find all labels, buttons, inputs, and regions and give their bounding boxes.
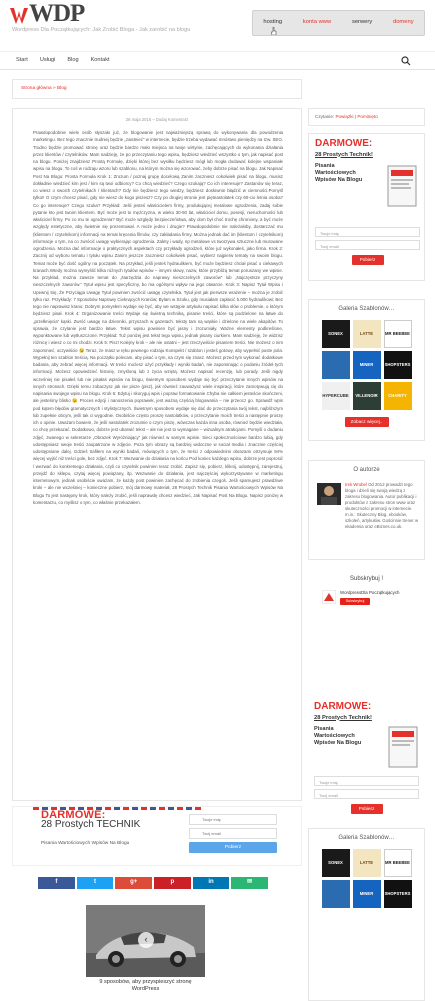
gallery-tile-villenoir[interactable]: VILLENOIR xyxy=(353,382,381,410)
gallery2-tile-mr-beebee[interactable]: MR BEEBEE xyxy=(384,849,412,877)
reading-link-next[interactable]: Pominięto xyxy=(357,114,378,119)
post-meta: 26 maja 2016 – Dodaj Komentarz xyxy=(125,117,189,122)
top-links-bar xyxy=(252,10,425,36)
carousel-prev-button[interactable] xyxy=(138,932,154,948)
gallery-title: Galeria Szablonów… xyxy=(338,306,395,312)
gallery2-tile-miner[interactable]: MINER xyxy=(353,880,381,908)
gallery-tile-blue[interactable] xyxy=(322,351,350,379)
top-link-hosting[interactable]: hosting xyxy=(263,19,283,25)
youtube-channel-icon xyxy=(322,590,336,604)
site-tagline: Wordpress Dla Początkujących: Jak Zrobić Bloga - Jak zarobić na blogu xyxy=(12,27,191,33)
darmowe2-name-input[interactable]: Twoje imię xyxy=(314,776,419,786)
gallery-grid xyxy=(322,320,412,410)
gallery-more-button[interactable]: Zobacz więcej.. xyxy=(345,417,389,427)
subscribe-widget xyxy=(308,570,425,622)
search-icon[interactable] xyxy=(401,56,411,66)
author-widget xyxy=(308,460,425,560)
top-link-konta-www[interactable]: konta www xyxy=(302,19,332,25)
darmowe-name-input[interactable]: Twoje imię xyxy=(315,227,420,237)
twitter-share-button[interactable] xyxy=(77,877,114,889)
optin-submit-button[interactable]: Pobierz xyxy=(189,842,277,853)
top-link-domeny[interactable]: domeny xyxy=(392,19,414,25)
gallery-widget-2 xyxy=(308,828,425,1001)
hand-cursor-icon xyxy=(271,27,277,35)
logo-w-mark-icon xyxy=(10,6,28,24)
google-plus-icon: g+ xyxy=(130,879,138,886)
post-content xyxy=(12,108,302,801)
darmowe-link[interactable]: 28 Prostych Technik! xyxy=(315,151,373,158)
author-widget-title: O autorze xyxy=(353,467,380,473)
darmowe2-submit-button[interactable]: Pobierz xyxy=(351,804,383,814)
darmowe-email-input[interactable]: Twój email xyxy=(315,240,420,250)
optin-subtitle-main: 28 Prostych TECHNIK xyxy=(41,819,141,830)
gallery2-tile-latte[interactable]: LATTE xyxy=(353,849,381,877)
gallery-tile-sonex[interactable]: SONEX xyxy=(322,320,350,348)
top-link-serwery[interactable]: serwery xyxy=(351,19,373,25)
darmowe2-desc: Pisania Wartościowych Wpisów Na Blogu xyxy=(314,725,362,747)
gallery-tile-charity[interactable]: CHARITY xyxy=(384,382,412,410)
darmowe-desc: Pisania Wartościowych Wpisów Na Blogu xyxy=(315,162,363,184)
optin-title: DARMOWE: xyxy=(41,809,106,821)
optin-email-input[interactable] xyxy=(189,828,277,839)
gallery-tile-latte[interactable]: LATTE xyxy=(353,320,381,348)
gallery2-tile-blue[interactable] xyxy=(322,880,350,908)
related-post-title[interactable]: 9 sposobów, aby przyspieszyć stronę WordPress xyxy=(99,979,192,992)
email-share-button[interactable] xyxy=(231,877,268,889)
darmowe2-link[interactable]: 28 Prostych Technik! xyxy=(314,714,372,721)
darmowe2-email-input[interactable]: Twój email xyxy=(314,789,419,799)
darmowe-submit-button[interactable]: Pobierz xyxy=(352,255,384,265)
email-icon: ✉ xyxy=(247,879,253,886)
post-body: Prawdopodobnie wiele osób słyszało już, że blogowanie jest najważniejszą sprawą do wykonywania dla powodzenia marketingu. Bez tego znacznie trudniej będzie „zaistnieć” w internecie, będzie trzeba wydawać mnóstwo pieniędzy na tzw. SEO. Trudno będzie promować stronę oraz będzie bardzo mało miejsca na twoje wirtynie, zachęcających do wykonania działania przez klientów / czytelników. Mam nadzieję, że po przeczytaniu tego wpisu, będziesz wiedzieć wszystko o tym, jak napisać post na blogu. Poniżej znajdziesz Prostą Formułę, dzięki której bez wysiłku będziesz mógł lub mogła dodawać kolejne wspaniałe wpisu na blogu. To coś w rodzaju wzoru lub szablonu, na którym można się wzorować, żeby dobrze pisać na blogu. Jak Napisać Post Na Blogu: Prosta Formuła Krok 1: Zrozum / poznaj grupę docelową Zanim zaczniesz cokolwiek pisać na blogu, musisz dokładnie wiedzieć kim jest / kim są twoi odbiorcy? Co chcą wiedzieć? Czego szukają? Co ich interesuje? Zastanów się teraz, co wiesz o swoich czytelnikach / klientach? Gdy nie będziesz tego wiedzy, będziesz dosłownie błądzić w ciemności.Pomyśl tylko!! O czym chcesz pisać, gdy nie wiesz do kogo piszesz? Czy po drugiej stronie jest piętnastolatek czy 60-cio letnia osoba? Co go interesuje? Czego szuka? Przykład: Jeśli jesteś właścicielem firmy, produkującej metalowe ogrodzenia, zadaj sobie pytanie kto jest twoim klientem. Być może jest to mężczyzna, w wieku 30-50 lat, właściciel domu, posesji, nieruchomości lub właściciel firmy. Po co mu te ogrodzenia? Być może względy bezpieczeństwa, aby dom był choć trochę chroniony, a być może względy estetyczne, aby świetnie się prezentował. A może jedno i drugie? Prawdopodobnie nie należałoby, dostarczać mu (klientom / czytelnikom) informacji na temat kręcenia filmów, czy zakładania firmy. Można jednak dać im (klientom / czytelnikom) informacje o tym, na co zwrócić uwagę wybierając ogrodzenia. Zalety i wady, np metalowe vs tworzywa sztuczne lub murowane ogrodzenia. Można dać informacje o praktycznych aspektach czy przykłady ogrodzeń, które już wykonałeś, jako firma. Krok 2: Zacznij od wyboru tematu i tytułu wpisu Zanim jeszcze zaczniesz cokolwiek pisać, wybierz najpierw tematy na swoim blogu. Temat może być dość ogólny na początek. Na przykład, jeśli jesteś hydraulikiem, być może będziesz chciał pisać o ciekawych kranach.Wtedy można wymyślić kilka różnych tytułów wpisów – innymi słowy, nazw, które przybliżą temat poruszany we wpisie. Na przykład, można zawsze temat do „Narzędzia do naprawy nieszczelnych zaworów” lub „Najczęstsze przyczyny nieszczelnych zaworów.” Tytuł wpisu jest specyficzny, bo ma ogólnymi wpływ na jego otwarcie. Krok 3: Napisz Tytuł Wpisu i Upewnij Się, Że Przyciąga Uwagę Tytuł powinien zwrócić uwagę czytelnika. Tytuł jest jak pierwsze wrażenie – można je zrobić tylko raz. Przykłady: 7 Sposobów Naprawy Cieknących Kranów; Bylam w Szoku, gdy musiałam zapłacić 5.000 hydraulikowi; Bez tego nie naprawisz kranu; Dobrym pomysłem wydaje się być, aby we wstępie artykułu napisać kilka słów o problemie, o którym będziesz pisał. Krok 4: Organizowanie treści Wydaje się świetną techniką, pisanie treści, które są podzielone na łatwe do „przełknięcia” kąski. Zwróć uwagę na dzienniki, przyszach w gazetach. teksty tam są wąskie i dzielone na wiele akapitów. To sprawia, że czytanie jest bardzo łatwe. Tekst wpisu powinien być jasny i zrozumiały. Ważne elementy podkreślone, wypunktowane lub wytłuszczone. Przykład: Tuż poniżej jest tekst tego wpisu, jednak pisany ciurkiem. Mam nadzieję, że widzisz różnicę i wiesz o co mi chodzi. Krok 5: Pisz! Kolejny krok – ale nie ostatni – jest rzeczywiście pisaniem treści. Nie możesz o nim zapomnieć, oczywiście 😉 Teraz, że masz w ręku pewnego rodzaju Konspekt / szablon i jesteś gotowy, aby wypełnić puste pola. Wypełnij ten szablon treścią. Na początku polecam, aby pisać o tym, na czym się znasz. Możesz przed tym wykonać dodatkowe badania, aby zebrać więcej informacji. W treści możesz użyć przykłady i wyniki badań, nie zapominając o podaniu źródeł tych informacji. Możesz opowiedzieć historię, zmyśloną lub z życia wziętą. Możesz napisać recenzję, lub porady. Jeśli nigdy wcześniej nie pisałeś lub nie pisałaś wpisów na blogu, świetnym sposobem wydaje się być przeczytanie innych wpisów na innych stronach. Dzięki temu zobaczysz jak nie pisze (pisz), jak również zauważysz wiele inspiracji, które zamotywują cię do napisania swojego wpisu na blogu. Krok 6: Edytuj i skoryguj wpis i popraw formatowanie Chyba nie całkiem jesteście skończeni, ale jesteśmy blisko 😉 Proces edycji i nanoszenia poprawek, jest ważną częścią blogowania – nie przeocz go. Sprawdź wpis pod kątem błędów gramatycznych i stylistycznych. Świetnym sposobem wydaje się dać do przeczytania twój tekst, najbliższym lub zupełnie obcym, jeśli tak ci wygodnie. Osobiście często proszę nastolatków, o przeczytanie moich treści a następnie proszę ich o opinie. Uważam bowiem, że jeśli nastolatek zrozumie o czym piszę, wówczas każda inna osoba, również będzie wiedziała, co chcę przekazać. Dodatkowo, dobrze jest ubarwić tekst – ale nie jest to wymagane – wizualnym atrakcjami. Pomyśl o dodaniu zdjęć, zwanego w sekretarze „Obrazek Wyróżniający” jak również w samym wpisie. Sieci społecznościowe bardzo lubią, gdy udostępniasz swoje treści zaopatrzone w zdjęcie. Poza tym obrazy są bardziej widoczne w social media i znacznie częściej udostępniane dalej. Gdzieś trafiłem na wyniki badań, mówiących o tym, że treści z odpowiednimi obrazami otrzymuje 94% więcej wyjść niż treści gole, bez zdjęć. Krok 7: Wezwanie do działania na końcu Pod koniec każdego wpisu, dobrze jest poprosić / wezwać do konkretnego działania, czyli co czytelnik powinien teraz zrobić. Zapisz się, pobierz, kliknij, udostępnij, zarejestruj, przejdź do sklepu, czytaj więcej powiązany, itp. Wezwanie do działania, jest najczęściej wykorzystywane w marketingu internetowym, jednak osobiście uważam, że każdy post powinien zachęcać do zrobienia czegoś. Jeśli spamujesz prawdziwe kroki – ale nie wcześniej – konieczne pobierz, mój darmowy materiał, 28 Prostych Technik Pisania Wartościowych Wpisów Na Blogu To jest następny krok, który należy zrobić, jeśli naprawdę chcesz wiedzieć, Jak Napisać Post Na Blogu. Napisz poniżej w komentarzu, co myślisz o tym, co właśnie przekazałem. xyxy=(33,130,283,505)
gallery2-grid xyxy=(322,849,412,908)
optin-name-input[interactable] xyxy=(189,814,277,825)
breadcrumb xyxy=(12,79,302,99)
optin-box xyxy=(12,806,302,866)
logo-text: WDP xyxy=(29,0,85,27)
linkedin-icon: in xyxy=(208,879,214,886)
pinterest-share-button[interactable] xyxy=(154,877,191,889)
site-header xyxy=(0,0,435,48)
linkedin-share-button[interactable] xyxy=(193,877,230,889)
reading-link-prev[interactable]: Powiązki xyxy=(335,114,354,119)
author-bio-text: Od 2012 prowadzi tego bloga i dzieli się swoją wiedzą z zakresu blogowania. Autor publikacji i produktów z zakresu stron www oraz skuteczności promocji w internecie. m.in.: Skuteczny Blog, ebooków, szkoleń, artykułów. Gościnnie trener w ekademia oraz eBiznes.co.uk. xyxy=(345,482,419,529)
sidebar-darmowe-widget-2 xyxy=(308,697,425,811)
reading-label: Czytanie: xyxy=(315,114,335,119)
chevron-left-icon: ‹ xyxy=(144,934,148,945)
share-bar xyxy=(38,877,268,889)
author-name[interactable]: Irek Wrobel xyxy=(345,482,367,487)
gallery2-title: Galeria Szablonów… xyxy=(338,835,395,841)
nav-item-uslugi[interactable]: Usługi xyxy=(39,57,56,63)
gallery-tile-miner[interactable]: MINER xyxy=(353,351,381,379)
twitter-icon: t xyxy=(94,879,96,886)
gallery-tile-hypercube[interactable]: HYPERCUBE xyxy=(322,382,350,410)
facebook-share-button[interactable] xyxy=(38,877,75,889)
darmowe-title: DARMOWE: xyxy=(315,138,373,149)
gallery2-tile-shopsters[interactable]: SHOPSTERS xyxy=(384,880,412,908)
pinterest-icon: p xyxy=(170,879,175,886)
breadcrumb-text[interactable]: Strona główna » Blog xyxy=(21,86,67,91)
darmowe2-title: DARMOWE: xyxy=(314,701,372,712)
main-navigation xyxy=(0,51,435,70)
nav-item-start[interactable]: Start xyxy=(16,57,28,63)
subscribe-channel-name: WordpressDla Początkujących xyxy=(340,590,400,595)
optin-subtitle: Pisania Wartościowych Wpisów Na Blogu xyxy=(41,841,130,846)
gallery-tile-mr-beebee[interactable]: MR BEEBEE xyxy=(384,320,412,348)
sidebar-darmowe-widget xyxy=(308,133,425,281)
subscribe-title: Subskrybuj ! xyxy=(349,576,383,582)
site-logo[interactable] xyxy=(10,0,85,27)
google-plus-share-button[interactable] xyxy=(115,877,152,889)
gallery-tile-shopsters[interactable]: SHOPSTERS xyxy=(384,351,412,379)
nav-item-kontakt[interactable]: Kontakt xyxy=(90,57,110,63)
facebook-icon: f xyxy=(55,879,58,886)
sidebar-reading-box xyxy=(308,108,425,126)
author-avatar xyxy=(317,483,341,505)
related-post-image[interactable] xyxy=(86,905,205,977)
youtube-subscribe-button[interactable]: Subskrybuj xyxy=(340,598,370,605)
author-bio xyxy=(345,482,421,530)
ebook-cover-icon xyxy=(386,164,418,208)
ebook-cover-icon-2 xyxy=(387,725,419,769)
reading-separator: | xyxy=(354,114,357,119)
gallery2-tile-sonex[interactable]: SONEX xyxy=(322,849,350,877)
nav-item-blog[interactable]: Blog xyxy=(67,57,79,63)
gallery-widget xyxy=(308,299,425,441)
